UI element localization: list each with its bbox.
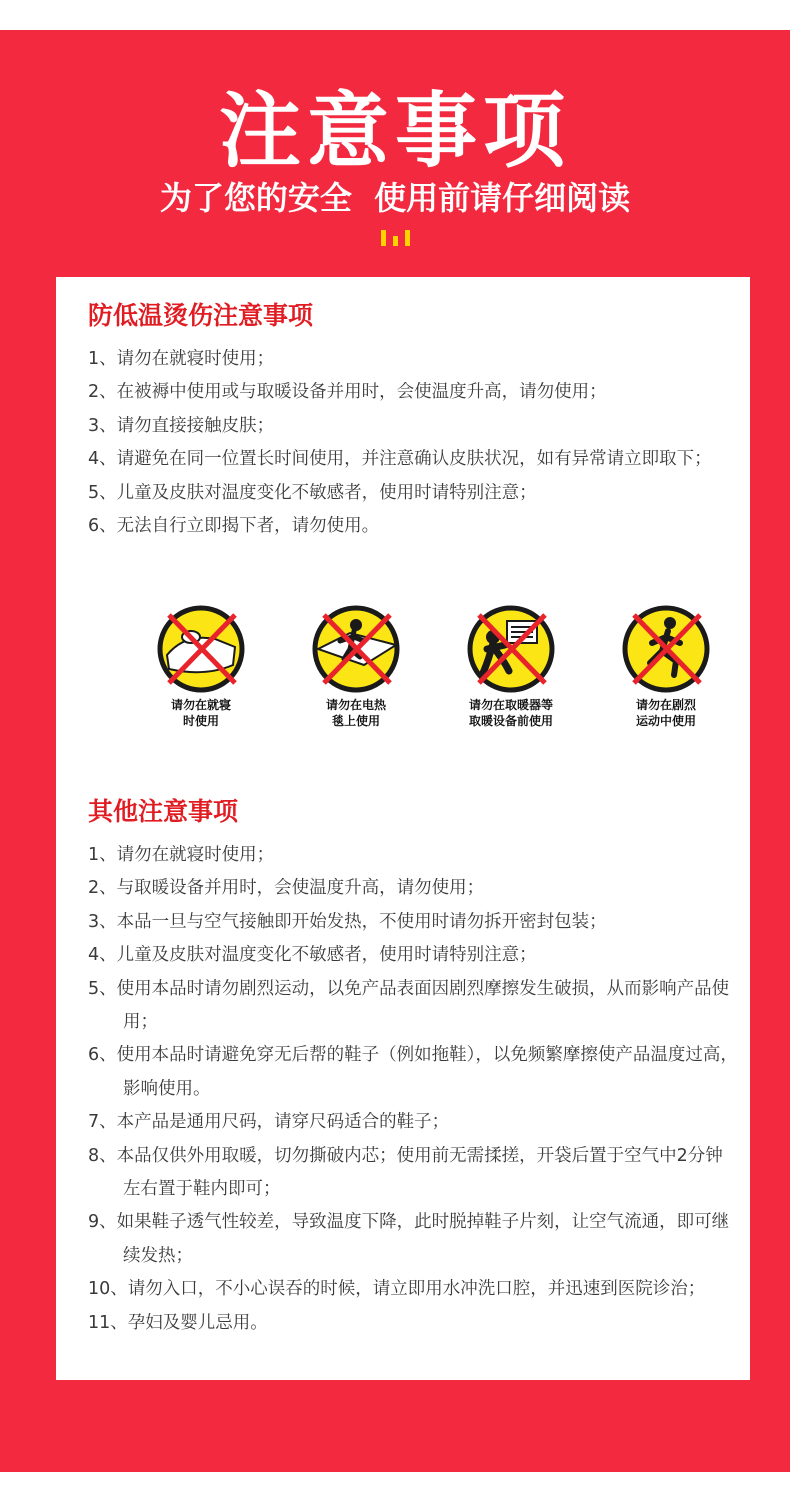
no-electric-blanket-icon [310, 603, 402, 695]
warning-icons-row [126, 603, 696, 733]
list-item: 8、本品仅供外用取暖，切勿撕破内芯；使用前无需揉搓，开袋后置于空气中2分钟左右置于鞋内即可； [88, 1145, 723, 1200]
icon-label: 请勿在取暖器等 取暖设备前使用 [468, 698, 553, 728]
bar [393, 236, 398, 246]
no-sleeping-icon [155, 603, 247, 695]
poster-background [0, 30, 790, 1472]
list-item: 2、在被褥中使用或与取暖设备并用时，会使温度升高，请勿使用； [88, 382, 607, 403]
no-running-icon [620, 603, 712, 695]
warning-running [591, 603, 741, 733]
list-item: 6、无法自行立即揭下者，请勿使用。 [88, 516, 380, 537]
list-item: 7、本产品是通用尺码，请穿尺码适合的鞋子； [88, 1112, 450, 1133]
page-title: 注意事项 [218, 84, 571, 179]
content-card [56, 277, 750, 1380]
page-subtitle: 为了您的安全 使用前请仔细阅读 [159, 179, 631, 217]
warning-sleeping [126, 603, 276, 733]
list-item: 6、使用本品时请避免穿无后帮的鞋子（例如拖鞋），以免频繁摩擦使产品温度过高，影响使用。 [88, 1045, 738, 1099]
section-title-low-temp-burn: 防低温烫伤注意事项 [88, 301, 314, 330]
section2-list [88, 839, 738, 1340]
no-heater-icon [465, 603, 557, 695]
list-item: 11、孕妇及婴儿忌用。 [88, 1312, 268, 1333]
warning-heater [436, 603, 586, 733]
section1-list [88, 343, 738, 543]
list-item: 5、使用本品时请勿剧烈运动，以免产品表面因剧烈摩擦发生破损，从而影响产品使用； [88, 978, 730, 1033]
section-title-other: 其他注意事项 [88, 797, 239, 826]
decorative-bars [381, 230, 411, 246]
icon-label: 请勿在就寝 时使用 [170, 698, 231, 728]
bar [405, 230, 410, 246]
list-item: 3、本品一旦与空气接触即开始发热，不使用时请勿拆开密封包装； [88, 911, 607, 932]
bar [381, 230, 386, 246]
list-item: 2、与取暖设备并用时，会使温度升高，请勿使用； [88, 878, 485, 899]
list-item: 9、如果鞋子透气性较差，导致温度下降，此时脱掉鞋子片刻，让空气流通，即可继续发热； [88, 1212, 730, 1266]
icon-label: 请勿在剧烈 运动中使用 [635, 698, 696, 728]
warning-electric-blanket [281, 603, 431, 733]
list-item: 5、儿童及皮肤对温度变化不敏感者，使用时请特别注意； [88, 482, 537, 503]
list-item: 4、儿童及皮肤对温度变化不敏感者，使用时请特别注意； [88, 945, 537, 966]
list-item: 3、请勿直接接触皮肤； [88, 415, 275, 436]
list-item: 10、请勿入口，不小心误吞的时候，请立即用水冲洗口腔，并迅速到医院诊治； [88, 1279, 706, 1300]
list-item: 1、请勿在就寝时使用； [88, 845, 275, 865]
list-item: 1、请勿在就寝时使用； [88, 349, 275, 369]
icon-label: 请勿在电热 毯上使用 [325, 698, 386, 728]
list-item: 4、请避免在同一位置长时间使用，并注意确认皮肤状况，如有异常请立即取下； [88, 449, 712, 470]
